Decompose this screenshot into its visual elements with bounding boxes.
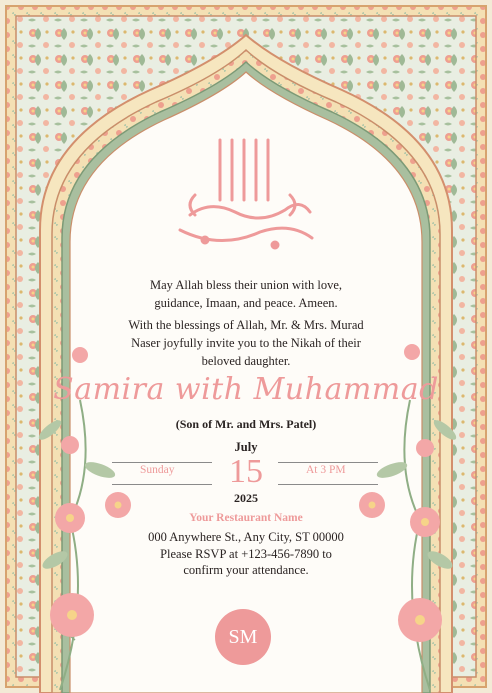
- blessing-line: May Allah bless their union with love,: [150, 278, 342, 292]
- invitation-line: With the blessings of Allah, Mr. & Mrs. Murad: [128, 318, 364, 332]
- blessing-line: guidance, Imaan, and peace. Ameen.: [154, 296, 338, 310]
- venue-name: Your Restaurant Name: [189, 512, 303, 524]
- rsvp-confirm: confirm your attendance.: [183, 563, 309, 577]
- date-year: 2025: [234, 491, 258, 505]
- invitation-text: [0, 316, 492, 370]
- date-month: July: [234, 440, 258, 454]
- rsvp-line: Please RSVP at +123-456-7890 to: [160, 546, 332, 561]
- monogram-badge: SM: [215, 609, 271, 665]
- groom-parents: (Son of Mr. and Mrs. Patel): [175, 417, 317, 431]
- couple-names: Samira with Muhammad: [53, 372, 439, 407]
- date-weekday: Sunday: [140, 464, 175, 476]
- venue-address: 000 Anywhere St., Any City, ST 00000: [148, 530, 344, 544]
- invitation-line: beloved daughter.: [201, 354, 291, 368]
- date-day: 15: [229, 453, 263, 490]
- invitation-line: Naser joyfully invite you to the Nikah of their: [131, 336, 361, 350]
- event-time: At 3 PM: [306, 464, 346, 476]
- blessing-text: [0, 276, 492, 312]
- venue-details: [0, 529, 492, 579]
